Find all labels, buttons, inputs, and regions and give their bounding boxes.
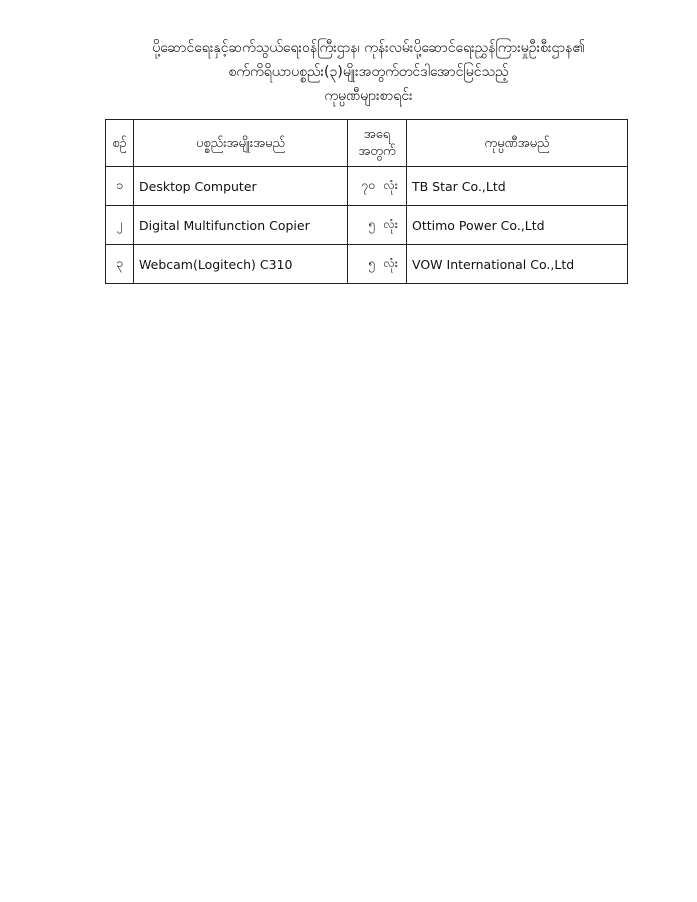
header-quantity-line-2: အတွက် bbox=[358, 144, 396, 159]
header-serial-no: စဉ် bbox=[106, 120, 134, 167]
row-quantity-unit: လုံး bbox=[383, 254, 398, 270]
row-serial-no: ၃ bbox=[106, 245, 134, 284]
row-item-name: Webcam(Logitech) C310 bbox=[134, 245, 348, 284]
row-serial-no: ၂ bbox=[106, 206, 134, 245]
row-serial-no: ၁ bbox=[106, 167, 134, 206]
row-quantity bbox=[348, 206, 407, 245]
document-title bbox=[40, 36, 697, 108]
title-line-1: ပို့ဆောင်ရေးနှင့်ဆက်သွယ်ရေးဝန်ကြီးဌာန၊ ကုန်းလမ်းပို့ဆောင်ရေးညွှန်ကြားမှုဦးစီးဌာန၏ bbox=[152, 40, 585, 56]
header-quantity-line-1: အရေ bbox=[363, 127, 391, 142]
row-quantity-value: ၅ bbox=[367, 215, 375, 231]
row-item-name: Digital Multifunction Copier bbox=[134, 206, 348, 245]
row-quantity-unit: လုံး bbox=[383, 176, 398, 192]
row-quantity-value: ၅ bbox=[367, 254, 375, 270]
table-row bbox=[106, 206, 628, 245]
row-quantity bbox=[348, 167, 407, 206]
header-company-name: ကုမ္ပဏီအမည် bbox=[407, 120, 628, 167]
header-item-name: ပစ္စည်းအမျိုးအမည် bbox=[134, 120, 348, 167]
tender-results-table bbox=[105, 119, 628, 284]
title-line-2: စက်ကိရိယာပစ္စည်း(၃)မျိုးအတွက်တင်ဒါအောင်မြင်သည့် bbox=[228, 64, 509, 80]
row-company-name: VOW International Co.,Ltd bbox=[407, 245, 628, 284]
header-quantity bbox=[348, 120, 407, 167]
table-header-row bbox=[106, 120, 628, 167]
title-line-3: ကုမ္ပဏီများစာရင်း bbox=[324, 88, 413, 104]
row-quantity bbox=[348, 245, 407, 284]
row-company-name: Ottimo Power Co.,Ltd bbox=[407, 206, 628, 245]
row-company-name: TB Star Co.,Ltd bbox=[407, 167, 628, 206]
row-item-name: Desktop Computer bbox=[134, 167, 348, 206]
table-row bbox=[106, 245, 628, 284]
table-row bbox=[106, 167, 628, 206]
row-quantity-unit: လုံး bbox=[383, 215, 398, 231]
row-quantity-value: ၇၀ bbox=[360, 176, 375, 192]
